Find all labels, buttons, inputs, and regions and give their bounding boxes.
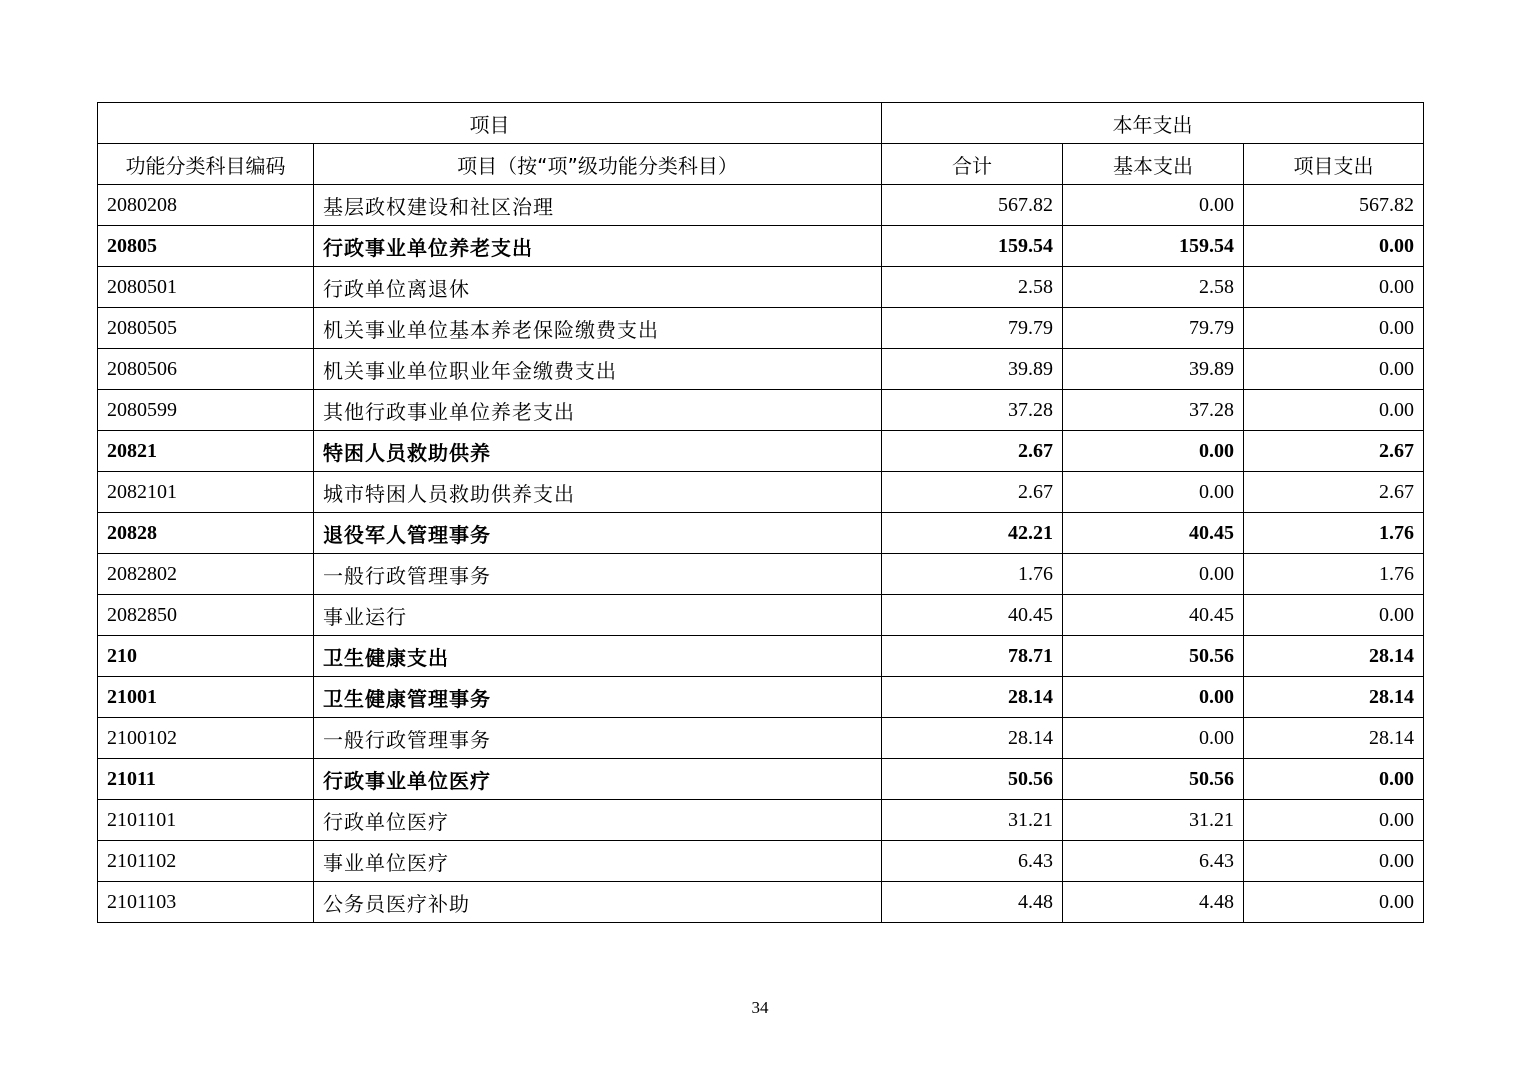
cell-basic: 0.00 bbox=[1063, 185, 1244, 226]
cell-total: 567.82 bbox=[882, 185, 1063, 226]
cell-name: 基层政权建设和社区治理 bbox=[314, 185, 882, 226]
cell-basic: 2.58 bbox=[1063, 267, 1244, 308]
header-basic: 基本支出 bbox=[1063, 144, 1244, 185]
cell-project: 0.00 bbox=[1244, 800, 1424, 841]
page-number: 34 bbox=[751, 998, 769, 1017]
cell-code: 2082802 bbox=[98, 554, 314, 595]
cell-code: 210 bbox=[98, 636, 314, 677]
expenditure-table bbox=[97, 102, 1424, 923]
table-row bbox=[98, 349, 1424, 390]
cell-project: 0.00 bbox=[1244, 595, 1424, 636]
table-row bbox=[98, 185, 1424, 226]
cell-basic: 0.00 bbox=[1063, 472, 1244, 513]
cell-code: 21011 bbox=[98, 759, 314, 800]
cell-code: 20828 bbox=[98, 513, 314, 554]
cell-basic: 31.21 bbox=[1063, 800, 1244, 841]
cell-total: 4.48 bbox=[882, 882, 1063, 923]
cell-total: 2.67 bbox=[882, 472, 1063, 513]
cell-total: 78.71 bbox=[882, 636, 1063, 677]
cell-name: 机关事业单位基本养老保险缴费支出 bbox=[314, 308, 882, 349]
header-total: 合计 bbox=[882, 144, 1063, 185]
cell-code: 2080501 bbox=[98, 267, 314, 308]
cell-project: 0.00 bbox=[1244, 226, 1424, 267]
header-project: 项目 bbox=[98, 103, 882, 144]
cell-total: 28.14 bbox=[882, 677, 1063, 718]
header-name: 项目（按“项”级功能分类科目） bbox=[314, 144, 882, 185]
cell-project: 28.14 bbox=[1244, 677, 1424, 718]
cell-project: 0.00 bbox=[1244, 882, 1424, 923]
table-row bbox=[98, 800, 1424, 841]
table-row bbox=[98, 677, 1424, 718]
cell-basic: 4.48 bbox=[1063, 882, 1244, 923]
cell-basic: 0.00 bbox=[1063, 677, 1244, 718]
table-row bbox=[98, 636, 1424, 677]
cell-project: 0.00 bbox=[1244, 349, 1424, 390]
cell-name: 行政事业单位养老支出 bbox=[314, 226, 882, 267]
table-row bbox=[98, 718, 1424, 759]
cell-total: 42.21 bbox=[882, 513, 1063, 554]
cell-project: 1.76 bbox=[1244, 513, 1424, 554]
cell-project: 0.00 bbox=[1244, 759, 1424, 800]
cell-code: 2080599 bbox=[98, 390, 314, 431]
cell-code: 2080506 bbox=[98, 349, 314, 390]
cell-name: 公务员医疗补助 bbox=[314, 882, 882, 923]
cell-basic: 6.43 bbox=[1063, 841, 1244, 882]
table-row bbox=[98, 841, 1424, 882]
cell-total: 50.56 bbox=[882, 759, 1063, 800]
cell-total: 1.76 bbox=[882, 554, 1063, 595]
cell-project: 0.00 bbox=[1244, 267, 1424, 308]
cell-project: 0.00 bbox=[1244, 841, 1424, 882]
table-row bbox=[98, 759, 1424, 800]
cell-total: 159.54 bbox=[882, 226, 1063, 267]
table-row bbox=[98, 595, 1424, 636]
table-row bbox=[98, 513, 1424, 554]
table-row bbox=[98, 267, 1424, 308]
cell-code: 2080505 bbox=[98, 308, 314, 349]
cell-total: 28.14 bbox=[882, 718, 1063, 759]
table-row bbox=[98, 390, 1424, 431]
cell-basic: 40.45 bbox=[1063, 595, 1244, 636]
cell-basic: 39.89 bbox=[1063, 349, 1244, 390]
cell-name: 一般行政管理事务 bbox=[314, 718, 882, 759]
cell-project: 567.82 bbox=[1244, 185, 1424, 226]
table-row bbox=[98, 226, 1424, 267]
header-project-expense: 项目支出 bbox=[1244, 144, 1424, 185]
cell-name: 卫生健康管理事务 bbox=[314, 677, 882, 718]
cell-total: 39.89 bbox=[882, 349, 1063, 390]
cell-name: 卫生健康支出 bbox=[314, 636, 882, 677]
cell-code: 2101103 bbox=[98, 882, 314, 923]
cell-basic: 0.00 bbox=[1063, 554, 1244, 595]
cell-basic: 0.00 bbox=[1063, 431, 1244, 472]
cell-project: 0.00 bbox=[1244, 390, 1424, 431]
cell-basic: 50.56 bbox=[1063, 759, 1244, 800]
cell-basic: 40.45 bbox=[1063, 513, 1244, 554]
cell-name: 城市特困人员救助供养支出 bbox=[314, 472, 882, 513]
cell-total: 40.45 bbox=[882, 595, 1063, 636]
cell-project: 2.67 bbox=[1244, 431, 1424, 472]
header-code: 功能分类科目编码 bbox=[98, 144, 314, 185]
cell-name: 行政单位离退休 bbox=[314, 267, 882, 308]
cell-total: 37.28 bbox=[882, 390, 1063, 431]
cell-name: 一般行政管理事务 bbox=[314, 554, 882, 595]
cell-basic: 79.79 bbox=[1063, 308, 1244, 349]
cell-basic: 159.54 bbox=[1063, 226, 1244, 267]
header-year-expense: 本年支出 bbox=[882, 103, 1424, 144]
table-row bbox=[98, 554, 1424, 595]
table-row bbox=[98, 882, 1424, 923]
cell-project: 28.14 bbox=[1244, 718, 1424, 759]
cell-code: 21001 bbox=[98, 677, 314, 718]
cell-code: 20821 bbox=[98, 431, 314, 472]
cell-name: 行政单位医疗 bbox=[314, 800, 882, 841]
cell-project: 2.67 bbox=[1244, 472, 1424, 513]
cell-total: 2.67 bbox=[882, 431, 1063, 472]
table-row bbox=[98, 308, 1424, 349]
cell-project: 0.00 bbox=[1244, 308, 1424, 349]
cell-name: 事业单位医疗 bbox=[314, 841, 882, 882]
cell-name: 其他行政事业单位养老支出 bbox=[314, 390, 882, 431]
cell-basic: 37.28 bbox=[1063, 390, 1244, 431]
cell-code: 2082850 bbox=[98, 595, 314, 636]
cell-total: 6.43 bbox=[882, 841, 1063, 882]
table-body bbox=[98, 185, 1424, 923]
cell-total: 2.58 bbox=[882, 267, 1063, 308]
cell-code: 20805 bbox=[98, 226, 314, 267]
cell-code: 2080208 bbox=[98, 185, 314, 226]
cell-code: 2101102 bbox=[98, 841, 314, 882]
cell-code: 2100102 bbox=[98, 718, 314, 759]
cell-basic: 50.56 bbox=[1063, 636, 1244, 677]
cell-code: 2082101 bbox=[98, 472, 314, 513]
table-row bbox=[98, 431, 1424, 472]
cell-basic: 0.00 bbox=[1063, 718, 1244, 759]
cell-project: 1.76 bbox=[1244, 554, 1424, 595]
cell-name: 事业运行 bbox=[314, 595, 882, 636]
cell-total: 79.79 bbox=[882, 308, 1063, 349]
cell-name: 机关事业单位职业年金缴费支出 bbox=[314, 349, 882, 390]
cell-name: 特困人员救助供养 bbox=[314, 431, 882, 472]
cell-code: 2101101 bbox=[98, 800, 314, 841]
cell-project: 28.14 bbox=[1244, 636, 1424, 677]
cell-total: 31.21 bbox=[882, 800, 1063, 841]
cell-name: 行政事业单位医疗 bbox=[314, 759, 882, 800]
table-row bbox=[98, 472, 1424, 513]
cell-name: 退役军人管理事务 bbox=[314, 513, 882, 554]
